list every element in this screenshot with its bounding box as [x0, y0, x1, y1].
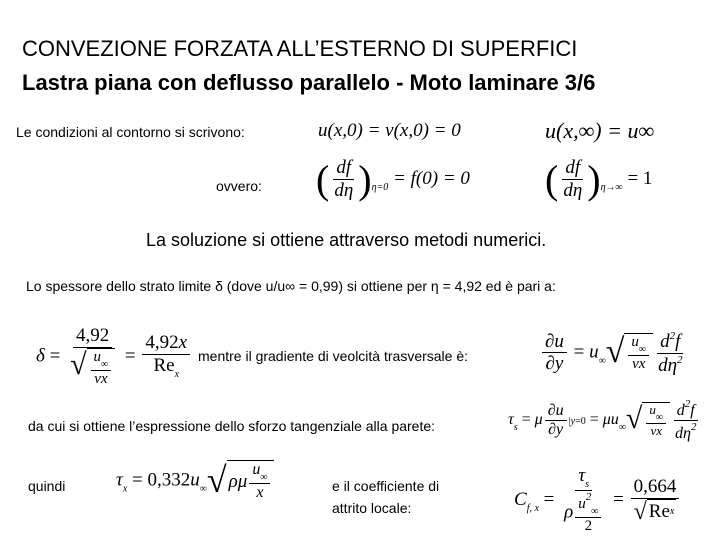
boundary-eq-free: u(x,∞) = u∞	[545, 118, 655, 143]
ovvero-eq-wall-rhs: = f(0) = 0	[393, 168, 470, 190]
ovvero-eq-wall-sub: η=0	[371, 182, 389, 194]
gradient-text: mentre il gradiente di veolcità trasversale è:	[198, 348, 469, 364]
page-title: CONVEZIONE FORZATA ALL’ESTERNO DI SUPERFICI	[22, 36, 578, 61]
delta-equation: δ = 4,92 √ $\frac{u_\infty}{\nu x}$ = $\frac{4,92x}{Re_x}$	[36, 326, 192, 388]
cf-text-line1: e il coefficiente di	[332, 478, 440, 494]
cf-equation: $C_{f, x}$ = $\tau_s$ ρ $\frac{u^2_\infty}{2}$ = 0,664 √ Re x	[514, 466, 681, 535]
quindi-label: quindi	[28, 478, 66, 494]
tau-coeff: 0,332	[147, 469, 191, 491]
ovvero-eq-free-sub: η→∞	[600, 182, 623, 194]
cf-coeff: 0,664	[631, 477, 680, 499]
cf-text-line2: attrito locale:	[332, 500, 412, 516]
page-subtitle: Lastra piana con deflusso parallelo - Moto laminare 3/6	[22, 70, 596, 95]
boundary-eq-wall: u(x,0) = v(x,0) = 0	[318, 120, 461, 141]
ovvero-eq-free: ( $\frac{df}{d\eta}$ )$_{\eta\to\infty} = 1$	[545, 156, 653, 202]
stress-equation: $\tau_s = \mu$ $\frac{\partial u}{\partial y}$ $|y=0 = \mu u_\infty$ √ $\frac{u_\infty}{\nu x}$ $\frac{d^2f}{d\eta^2}$	[508, 398, 697, 442]
tau-equation: $\tau_x = 0,332u_\infty$ √ ρμ $\frac{u_\infty}{x}$	[116, 460, 274, 502]
ovvero-label: ovvero:	[216, 178, 262, 194]
gradient-equation: $\frac{\partial u}{\partial y}$ = $u_\infty$ √ $\frac{u_\infty}{\nu x}$ $\frac{d^2f}{d\eta^2}$	[540, 330, 688, 377]
delta-coeff: 4,92	[73, 326, 112, 348]
ovvero-eq-free-rhs: = 1	[627, 168, 653, 190]
ovvero-eq-wall: ( $\frac{df}{d\eta}$ )$_{\eta=0} = f(0) = 0$	[316, 156, 470, 202]
thickness-text: Lo spessore dello strato limite δ (dove u/u∞ = 0,99) si ottiene per η = 4,92 ed è pari a:	[26, 278, 556, 294]
solution-text: La soluzione si ottiene attraverso metodi numerici.	[146, 230, 547, 250]
boundary-label: Le condizioni al contorno si scrivono:	[16, 124, 245, 140]
stress-text: da cui si ottiene l’espressione dello sforzo tangenziale alla parete:	[28, 418, 436, 434]
